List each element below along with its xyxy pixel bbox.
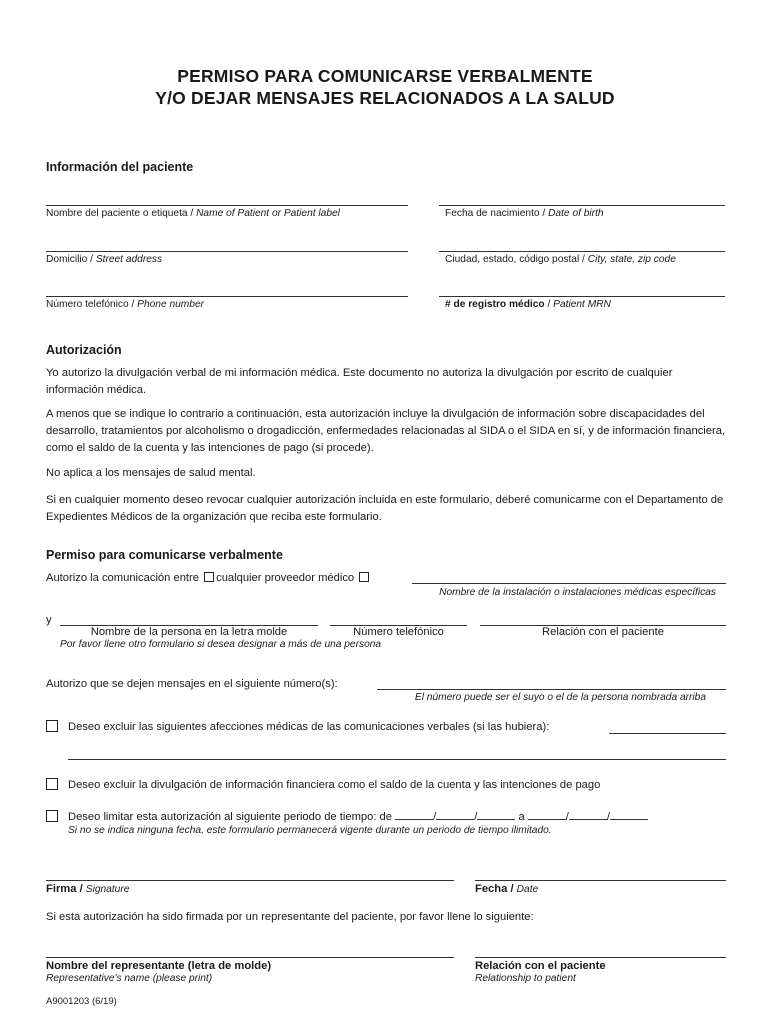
form-title-line2: Y/O DEJAR MENSAJES RELACIONADOS A LA SALUD: [155, 88, 615, 108]
phone-field[interactable]: [46, 296, 408, 297]
street-address-label: Domicilio / Street address: [46, 254, 163, 265]
exclude-conditions-label: Deseo excluir las siguientes afecciones médicas de las comunicaciones verbales (si las hubiera):: [68, 721, 550, 733]
from-year-field[interactable]: [477, 809, 515, 820]
from-day-field[interactable]: [436, 809, 474, 820]
authorization-paragraph-3: No aplica a los mensajes de salud mental.: [46, 467, 256, 479]
limit-period-row: Deseo limitar esta autorización al siguiente periodo de tiempo: de / / a / /: [68, 809, 648, 826]
signature-label: Firma / Signature: [46, 883, 130, 895]
messages-number-caption: El número puede ser el suyo o el de la persona nombrada arriba: [414, 692, 706, 703]
from-month-field[interactable]: [395, 809, 433, 820]
representative-name-label: Nombre del representante (letra de molde): [46, 960, 272, 972]
messages-number-field[interactable]: [377, 689, 726, 690]
person-name-caption: Nombre de la persona en la letra molde: [90, 626, 288, 638]
person-relationship-caption: Relación con el paciente: [542, 626, 664, 638]
authorization-heading: Autorización: [46, 343, 122, 357]
facility-name-field[interactable]: [412, 583, 726, 584]
another-form-note: Por favor llene otro formulario si desea designar a más de una persona: [60, 639, 382, 650]
any-provider-checkbox[interactable]: [204, 572, 214, 582]
authorize-communication-row: Autorizo la comunicación entre cualquier proveedor médico: [46, 570, 371, 587]
facility-caption: Nombre de la instalación o instalaciones médicas específicas: [439, 587, 716, 598]
to-month-field[interactable]: [528, 809, 566, 820]
representative-note: Si esta autorización ha sido firmada por un representante del paciente, por favor llene lo siguiente:: [46, 911, 534, 923]
representative-name-caption: Representative's name (please print): [46, 973, 213, 984]
to-day-field[interactable]: [569, 809, 607, 820]
patient-name-label: Nombre del paciente o etiqueta / Name of Patient or Patient label: [46, 208, 340, 219]
to-year-field[interactable]: [610, 809, 648, 820]
representative-relationship-label: Relación con el paciente: [475, 960, 606, 972]
city-state-zip-label: Ciudad, estado, código postal / City, state, zip code: [445, 254, 676, 265]
messages-number-label: Autorizo que se dejen mensajes en el siguiente número(s):: [46, 678, 338, 690]
no-date-note: Si no se indica ninguna fecha, este formulario permanecerá vigente durante un periodo de tiempo ilimitado.: [68, 825, 552, 836]
authorization-paragraph-4: Si en cualquier momento deseo revocar cualquier autorización incluida en este formulario, deberé comunicarme con el Departamento de Expedientes Médicos de la organización que reciba este formulario.: [46, 494, 724, 523]
authorization-paragraph-2: A menos que se indique lo contrario a continuación, esta autorización incluye la divulgación de información sobre discapacidades del desarrollo, tratamientos por alcoholismo o drogadicción, enfermedades relacionadas al SIDA o el SIDA en sí, y de información financiera, como el saldo de la cuenta y las intenciones de pago (si procede).: [46, 408, 726, 454]
street-address-field[interactable]: [46, 251, 408, 252]
exclude-conditions-field-2[interactable]: [68, 759, 726, 760]
date-label: Fecha / Date: [475, 883, 539, 895]
exclude-conditions-field[interactable]: [609, 733, 726, 734]
city-state-zip-field[interactable]: [439, 251, 725, 252]
mrn-field[interactable]: [439, 296, 725, 297]
and-label: y: [46, 614, 52, 626]
exclude-financial-checkbox[interactable]: [46, 778, 58, 790]
patient-info-heading: Información del paciente: [46, 160, 194, 174]
mrn-label: # de registro médico / Patient MRN: [445, 299, 611, 310]
representative-relationship-caption: Relationship to patient: [475, 973, 576, 984]
exclude-financial-label: Deseo excluir la divulgación de información financiera como el saldo de la cuenta y las intenciones de pago: [68, 779, 601, 791]
form-code: A9001203 (6/19): [46, 996, 117, 1007]
exclude-conditions-checkbox[interactable]: [46, 720, 58, 732]
person-phone-caption: Número telefónico: [353, 626, 444, 638]
verbal-permission-heading: Permiso para comunicarse verbalmente: [46, 548, 283, 562]
specific-facility-checkbox[interactable]: [359, 572, 369, 582]
dob-label: Fecha de nacimiento / Date of birth: [445, 208, 604, 219]
form-title-line1: PERMISO PARA COMUNICARSE VERBALMENTE: [177, 66, 593, 86]
phone-label: Número telefónico / Phone number: [46, 299, 205, 310]
limit-period-checkbox[interactable]: [46, 810, 58, 822]
authorization-paragraph-1: Yo autorizo la divulgación verbal de mi información médica. Este documento no autoriza la divulgación por escrito de cualquier información médica.: [46, 367, 673, 396]
patient-name-field[interactable]: [46, 205, 408, 206]
dob-field[interactable]: [439, 205, 725, 206]
